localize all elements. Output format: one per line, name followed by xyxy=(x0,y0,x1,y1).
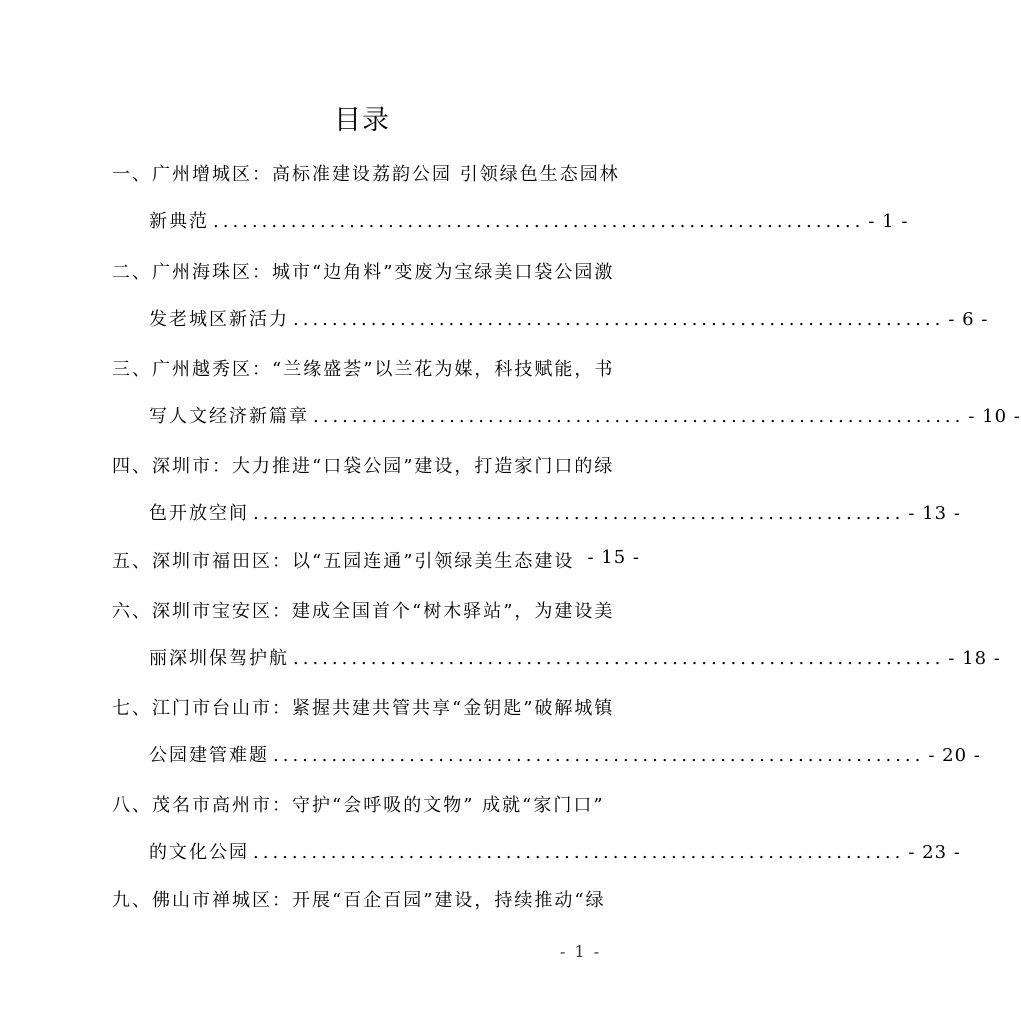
toc-entry-3-line2[interactable] xyxy=(149,402,1021,428)
toc-entry-8-text: 的文化公园 xyxy=(149,842,249,863)
toc-entry-4-line2[interactable] xyxy=(149,499,961,525)
toc-entry-5[interactable] xyxy=(112,547,640,573)
toc-leader-dots: ................................................................... xyxy=(293,309,945,330)
toc-entry-6-line1[interactable]: 六、深圳市宝安区：建成全国首个“树木驿站”，为建设美 xyxy=(112,601,615,622)
toc-leader-dots: ................................................................... xyxy=(293,648,945,669)
toc-entry-8-page: - 23 - xyxy=(908,842,961,863)
toc-entry-6-text: 丽深圳保驾护航 xyxy=(149,648,289,669)
toc-entry-1-line1[interactable]: 一、广州增城区：高标准建设荔韵公园 引领绿色生态园林 xyxy=(112,164,620,185)
toc-entry-7-text: 公园建管难题 xyxy=(149,745,269,766)
toc-entry-7-page: - 20 - xyxy=(928,745,981,766)
toc-entry-5-text: 五、深圳市福田区：以“五园连通”引领绿美生态建设 xyxy=(112,551,575,572)
toc-entry-4-text: 色开放空间 xyxy=(149,503,249,524)
toc-entry-8-line2[interactable] xyxy=(149,838,961,864)
toc-entry-2-line2[interactable] xyxy=(149,305,989,331)
toc-entry-3-line1[interactable]: 三、广州越秀区：“兰缘盛荟”以兰花为媒，科技赋能，书 xyxy=(112,359,615,380)
toc-leader-dots: ................................................................... xyxy=(253,503,905,524)
toc-entry-2-line1[interactable]: 二、广州海珠区：城市“边角料”变废为宝绿美口袋公园激 xyxy=(112,262,615,283)
toc-entry-4-page: - 13 - xyxy=(908,503,961,524)
toc-leader-dots: ................................................................... xyxy=(273,745,925,766)
page-number-footer: - 1 - xyxy=(560,942,602,961)
toc-leader-dots: ................................................................... xyxy=(213,211,865,232)
toc-entry-1-line2[interactable] xyxy=(149,207,909,233)
toc-entry-4-line1[interactable]: 四、深圳市：大力推进“口袋公园”建设，打造家门口的绿 xyxy=(112,456,615,477)
toc-leader-dots: ................................................................... xyxy=(253,842,905,863)
toc-entry-7-line1[interactable]: 七、江门市台山市：紧握共建共管共享“金钥匙”破解城镇 xyxy=(112,698,615,719)
toc-leader-dots: ................................................................... xyxy=(313,406,965,427)
toc-entry-1-text: 新典范 xyxy=(149,211,209,232)
toc-entry-9-line1[interactable]: 九、佛山市禅城区：开展“百企百园”建设，持续推动“绿 xyxy=(112,890,606,911)
toc-entry-2-text: 发老城区新活力 xyxy=(149,309,289,330)
toc-entry-3-text: 写人文经济新篇章 xyxy=(149,406,309,427)
toc-entry-3-page: - 10 - xyxy=(968,406,1021,427)
toc-entry-2-page: - 6 - xyxy=(948,309,989,330)
toc-entry-8-line1[interactable]: 八、茂名市高州市：守护“会呼吸的文物” 成就“家门口” xyxy=(112,795,605,816)
toc-entry-6-line2[interactable] xyxy=(149,644,1001,670)
toc-entry-5-page: - 15 - xyxy=(587,547,640,568)
page-title: 目录 xyxy=(334,105,390,136)
toc-entry-1-page: - 1 - xyxy=(868,211,909,232)
toc-entry-6-page: - 18 - xyxy=(948,648,1001,669)
toc-entry-7-line2[interactable] xyxy=(149,741,981,767)
